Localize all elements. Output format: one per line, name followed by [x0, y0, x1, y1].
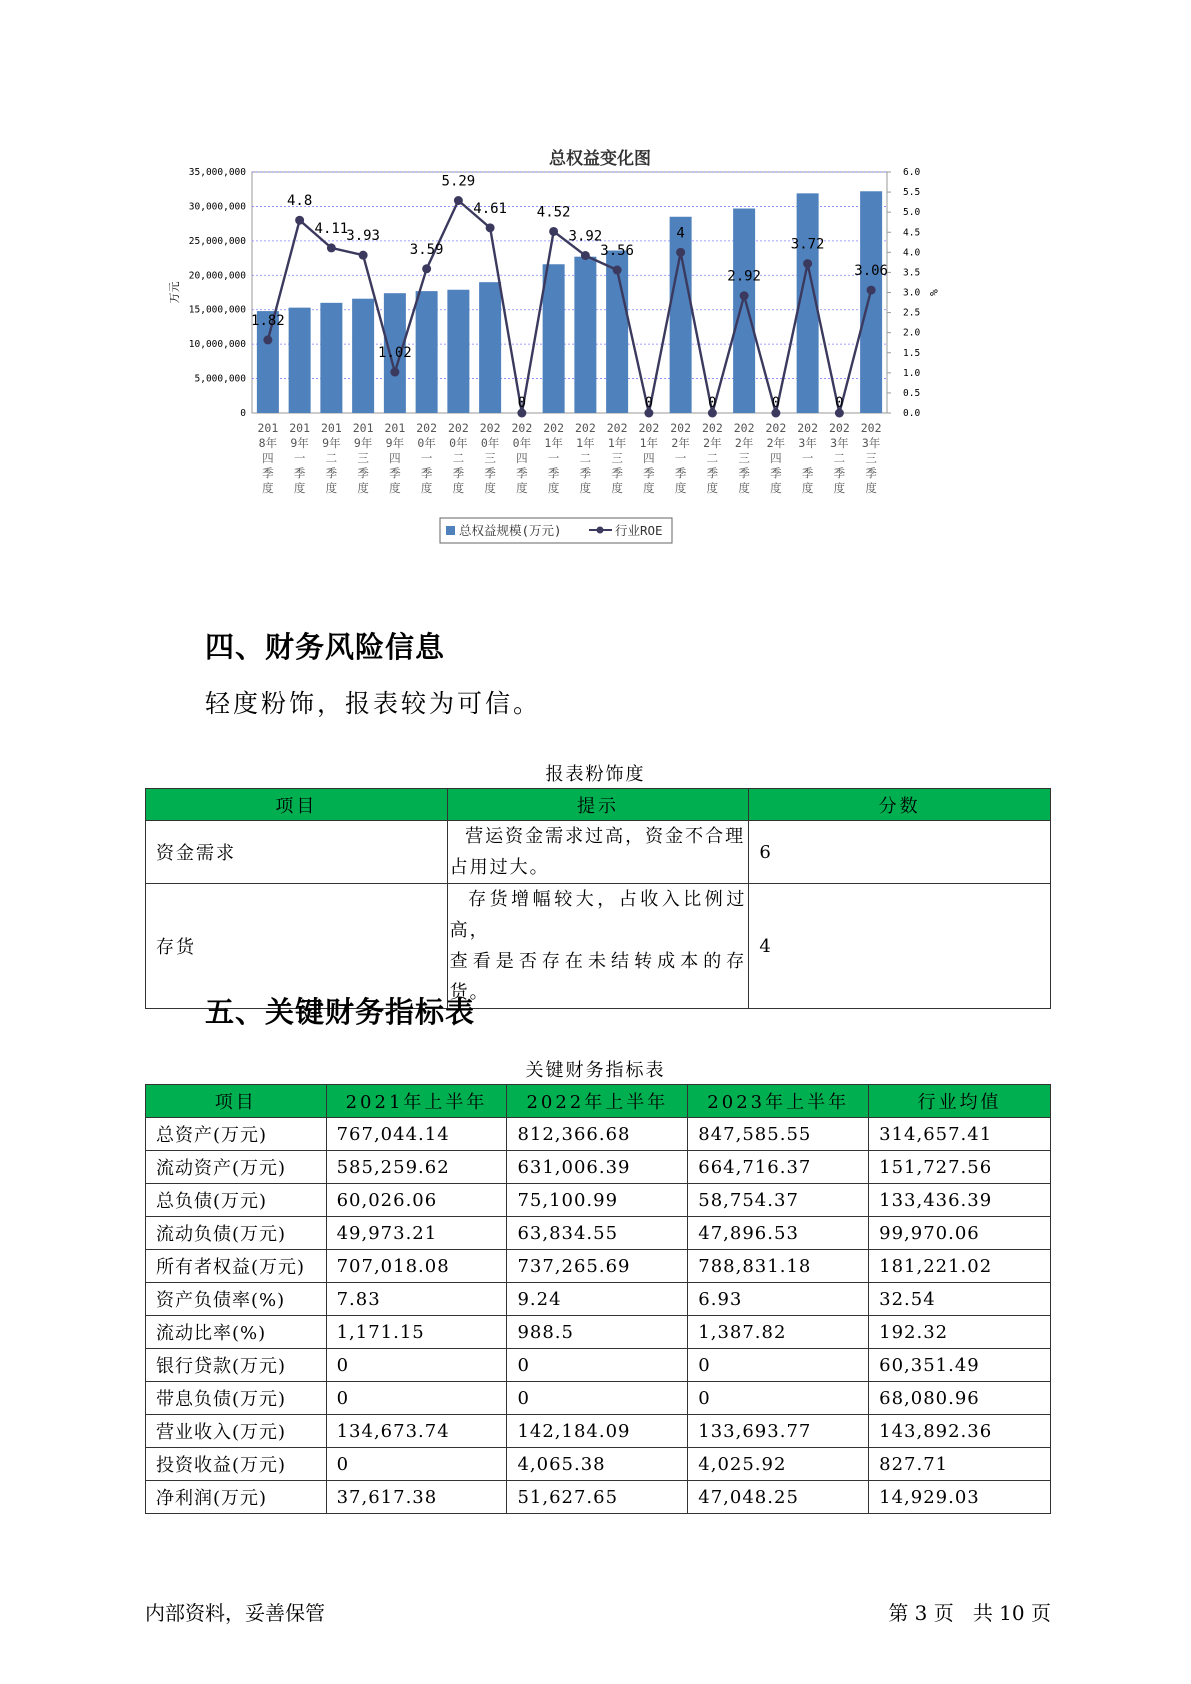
y2-axis-label: % [927, 289, 940, 296]
kpi-value: 0 [507, 1349, 688, 1382]
kpi-value: 60,351.49 [869, 1349, 1051, 1382]
y2-tick-label: 5.0 [903, 207, 921, 219]
y2-tick-label: 3.5 [903, 267, 921, 279]
kpi-item: 流动资产(万元) [146, 1151, 327, 1184]
x-tick-label: 202 1年二季度 [574, 421, 596, 495]
bar [574, 257, 596, 413]
x-tick-label: 202 1年四季度 [638, 421, 660, 495]
table-row [146, 1250, 1051, 1283]
y2-tick-label: 1.0 [903, 367, 921, 379]
legend-line-label: 行业ROE [615, 523, 663, 538]
bar [289, 308, 311, 413]
roe-data-label: 3.72 [790, 236, 825, 253]
kpi-item: 所有者权益(万元) [146, 1250, 327, 1283]
bar [416, 291, 438, 413]
table-row [146, 1382, 1051, 1415]
x-tick-label: 201 8年四季度 [257, 421, 279, 495]
y-tick-label: 15,000,000 [188, 304, 246, 316]
roe-data-label: 0 [708, 395, 717, 411]
kpi-value: 0 [326, 1448, 507, 1481]
kpi-value: 181,221.02 [869, 1250, 1051, 1283]
kpi-value: 314,657.41 [869, 1118, 1051, 1151]
table-row [146, 1283, 1051, 1316]
y2-tick-label: 5.5 [903, 187, 921, 199]
kpi-value: 49,973.21 [326, 1217, 507, 1250]
y2-tick-label: 3.0 [903, 287, 921, 299]
roe-data-label: 3.06 [854, 263, 888, 280]
kpi-item: 净利润(万元) [146, 1481, 327, 1514]
x-tick-label: 202 2年四季度 [765, 421, 787, 495]
roe-data-label: 1.02 [378, 345, 412, 362]
risk-item: 资金需求 [146, 821, 448, 884]
header-cell: 分数 [749, 789, 1051, 821]
kpi-value: 133,693.77 [688, 1415, 869, 1448]
y-tick-label: 25,000,000 [188, 235, 246, 247]
header-cell: 2021年上半年 [326, 1085, 507, 1118]
roe-data-label: 2.92 [727, 268, 761, 285]
bar [733, 208, 755, 413]
roe-point [803, 259, 812, 268]
kpi-item: 银行贷款(万元) [146, 1349, 327, 1382]
chart-title: 总权益变化图 [549, 149, 651, 169]
kpi-value: 58,754.37 [688, 1184, 869, 1217]
kpi-item: 带息负债(万元) [146, 1382, 327, 1415]
roe-data-label: 4.52 [536, 204, 571, 221]
y2-tick-label: 0.5 [903, 387, 921, 399]
kpi-value: 142,184.09 [507, 1415, 688, 1448]
roe-point [327, 243, 336, 252]
risk-table-header [146, 789, 1051, 821]
x-tick-label: 202 3年三季度 [860, 421, 882, 495]
equity-chart [168, 130, 1020, 600]
footer-page-number: 第 3 页 共 10 页 [888, 1601, 1051, 1625]
section4-text: 轻度粉饰，报表较为可信。 [205, 689, 542, 718]
kpi-value: 1,171.15 [326, 1316, 507, 1349]
kpi-value: 143,892.36 [869, 1415, 1051, 1448]
kpi-value: 134,673.74 [326, 1415, 507, 1448]
kpi-value: 99,970.06 [869, 1217, 1051, 1250]
roe-data-label: 3.93 [346, 228, 380, 245]
x-tick-label: 202 0年二季度 [447, 421, 469, 495]
bar [352, 299, 374, 413]
legend-bar-swatch [446, 526, 455, 535]
header-cell: 行业均值 [869, 1085, 1051, 1118]
kpi-value: 0 [688, 1349, 869, 1382]
roe-point [263, 335, 272, 344]
kpi-item: 总资产(万元) [146, 1118, 327, 1151]
header-cell: 2023年上半年 [688, 1085, 869, 1118]
x-tick-label: 201 9年二季度 [320, 421, 342, 495]
y2-tick-label: 6.0 [903, 167, 921, 178]
kpi-value: 151,727.56 [869, 1151, 1051, 1184]
roe-point [486, 223, 495, 232]
y-tick-label: 10,000,000 [188, 339, 246, 351]
roe-data-label: 0 [771, 395, 781, 411]
y2-tick-label: 2.0 [903, 327, 921, 339]
roe-point [613, 266, 622, 275]
kpi-value: 133,436.39 [869, 1184, 1051, 1217]
roe-point [676, 248, 685, 257]
table-row [146, 1448, 1051, 1481]
chart-canvas [168, 130, 1020, 600]
legend-line-marker [597, 527, 604, 534]
roe-point [549, 227, 558, 236]
y-tick-label: 30,000,000 [188, 201, 246, 213]
kpi-value: 788,831.18 [688, 1250, 869, 1283]
roe-point [390, 368, 399, 377]
kpi-value: 0 [326, 1382, 507, 1415]
x-tick-label: 202 0年三季度 [479, 421, 501, 495]
y-tick-label: 35,000,000 [188, 167, 246, 178]
risk-item: 存货 [146, 884, 448, 1009]
y2-tick-label: 0.0 [903, 408, 921, 419]
kpi-value: 60,026.06 [326, 1184, 507, 1217]
y2-tick-label: 4.5 [903, 227, 921, 239]
roe-point [740, 291, 749, 300]
kpi-value: 7.83 [326, 1283, 507, 1316]
roe-data-label: 0 [644, 395, 654, 411]
x-tick-label: 202 2年一季度 [670, 421, 692, 495]
kpi-value: 631,006.39 [507, 1151, 688, 1184]
kpi-item: 总负债(万元) [146, 1184, 327, 1217]
x-tick-label: 201 9年三季度 [352, 421, 374, 495]
kpi-value: 585,259.62 [326, 1151, 507, 1184]
roe-point [581, 251, 590, 260]
roe-point [454, 196, 463, 205]
x-tick-label: 202 2年三季度 [733, 421, 755, 495]
roe-point [867, 286, 876, 295]
risk-tip: 营运资金需求过高，资金不合理 占用过大。 [447, 821, 749, 884]
kpi-value: 4,025.92 [688, 1448, 869, 1481]
y-tick-label: 20,000,000 [188, 270, 246, 282]
kpi-value: 75,100.99 [507, 1184, 688, 1217]
kpi-value: 767,044.14 [326, 1118, 507, 1151]
kpi-item: 流动比率(%) [146, 1316, 327, 1349]
roe-data-label: 4.11 [314, 220, 349, 237]
kpi-value: 32.54 [869, 1283, 1051, 1316]
kpi-value: 68,080.96 [869, 1382, 1051, 1415]
roe-data-label: 3.59 [409, 241, 444, 258]
risk-table-caption: 报表粉饰度 [545, 764, 646, 785]
kpi-item: 投资收益(万元) [146, 1448, 327, 1481]
roe-data-label: 4.61 [473, 200, 507, 217]
bar [479, 282, 501, 413]
bar [320, 303, 342, 413]
x-tick-label: 202 3年一季度 [797, 421, 819, 495]
table-row [146, 1217, 1051, 1250]
header-cell: 提示 [447, 789, 749, 821]
kpi-value: 988.5 [507, 1316, 688, 1349]
bar [447, 290, 469, 413]
x-tick-label: 201 9年一季度 [289, 421, 311, 495]
kpi-value: 0 [507, 1382, 688, 1415]
y2-tick-label: 1.5 [903, 347, 921, 359]
section4-heading: 四、财务风险信息 [205, 630, 446, 664]
bar [670, 217, 692, 413]
kpi-value: 812,366.68 [507, 1118, 688, 1151]
y2-tick-label: 4.0 [903, 247, 921, 259]
kpi-value: 14,929.03 [869, 1481, 1051, 1514]
risk-score: 4 [749, 884, 1051, 1009]
roe-point [295, 216, 304, 225]
table-row [146, 1118, 1051, 1151]
table-row [146, 1349, 1051, 1382]
risk-tip: 存货增幅较大，占收入比例过高， 查看是否存在未结转成本的存货。 [447, 884, 749, 1009]
roe-point [422, 264, 431, 273]
x-tick-label: 201 9年四季度 [384, 421, 406, 495]
kpi-value: 664,716.37 [688, 1151, 869, 1184]
kpi-value: 827.71 [869, 1448, 1051, 1481]
table-row [146, 1415, 1051, 1448]
table-row [146, 1184, 1051, 1217]
x-tick-label: 202 3年二季度 [828, 421, 850, 495]
kpi-table-header [146, 1085, 1051, 1118]
x-tick-label: 202 1年一季度 [543, 421, 565, 495]
kpi-value: 63,834.55 [507, 1217, 688, 1250]
roe-data-label: 3.56 [600, 243, 634, 260]
bar [860, 191, 882, 413]
roe-data-label: 0 [835, 395, 844, 411]
y-tick-label: 5,000,000 [194, 373, 246, 385]
kpi-value: 192.32 [869, 1316, 1051, 1349]
kpi-value: 4,065.38 [507, 1448, 688, 1481]
kpi-value: 0 [326, 1349, 507, 1382]
section5-heading: 五、关键财务指标表 [205, 995, 476, 1029]
legend-bar-label: 总权益规模(万元) [459, 523, 562, 538]
y-tick-label: 0 [240, 408, 246, 419]
kpi-value: 707,018.08 [326, 1250, 507, 1283]
y-axis-label: 万元 [168, 281, 181, 304]
roe-data-label: 4 [676, 225, 685, 242]
y2-tick-label: 2.5 [903, 307, 921, 319]
roe-data-label: 1.82 [251, 312, 285, 329]
kpi-value: 51,627.65 [507, 1481, 688, 1514]
x-tick-label: 202 0年四季度 [511, 421, 533, 495]
roe-data-label: 3.92 [568, 228, 603, 245]
table-row [146, 1151, 1051, 1184]
kpi-item: 流动负债(万元) [146, 1217, 327, 1250]
kpi-value: 9.24 [507, 1283, 688, 1316]
table-row [146, 1481, 1051, 1514]
kpi-value: 47,048.25 [688, 1481, 869, 1514]
kpi-value: 47,896.53 [688, 1217, 869, 1250]
kpi-value: 737,265.69 [507, 1250, 688, 1283]
kpi-value: 1,387.82 [688, 1316, 869, 1349]
kpi-table [145, 1084, 1051, 1514]
risk-table [145, 788, 1051, 1009]
roe-data-label: 4.8 [286, 193, 313, 210]
kpi-value: 0 [688, 1382, 869, 1415]
x-tick-label: 202 0年一季度 [416, 421, 438, 495]
kpi-value: 847,585.55 [688, 1118, 869, 1151]
bar [543, 264, 565, 413]
header-cell: 2022年上半年 [507, 1085, 688, 1118]
x-tick-label: 202 1年三季度 [606, 421, 628, 495]
roe-point [359, 251, 368, 260]
risk-score: 6 [749, 821, 1051, 884]
kpi-value: 37,617.38 [326, 1481, 507, 1514]
footer-confidential: 内部资料，妥善保管 [145, 1601, 325, 1625]
kpi-table-caption: 关键财务指标表 [525, 1060, 666, 1081]
table-row [146, 1316, 1051, 1349]
kpi-item: 营业收入(万元) [146, 1415, 327, 1448]
kpi-value: 6.93 [688, 1283, 869, 1316]
header-cell: 项目 [146, 789, 448, 821]
header-cell: 项目 [146, 1085, 327, 1118]
roe-data-label: 0 [517, 395, 527, 411]
table-row [146, 821, 1051, 884]
x-tick-label: 202 2年二季度 [701, 421, 723, 495]
kpi-item: 资产负债率(%) [146, 1283, 327, 1316]
roe-data-label: 5.29 [441, 173, 476, 190]
